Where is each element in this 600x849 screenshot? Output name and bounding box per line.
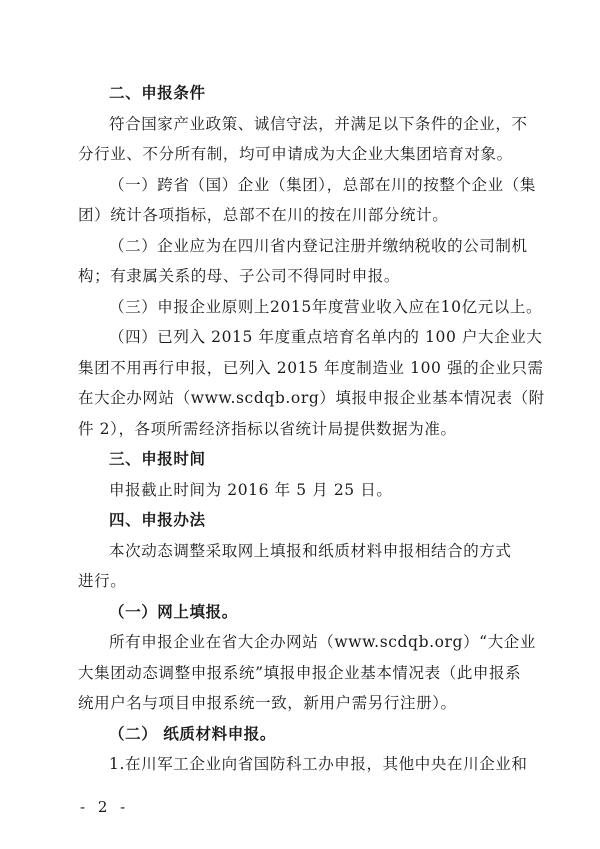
paragraph-line: 构；有隶属关系的母、子公司不得同时申报。 [78, 267, 401, 285]
paragraph-line: （四）已列入 2015 年度重点培育名单内的 100 户大企业大 [109, 328, 543, 346]
paragraph-line: 分行业、不分所有制，均可申请成为大企业大集团培育对象。 [78, 145, 513, 163]
paragraph-line: 进行。 [78, 572, 127, 590]
paragraph-line: 所有申报企业在省大企办网站（www.scdqb.org）“大企业 [109, 633, 537, 651]
paragraph-line: 申报截止时间为 2016 年 5 月 25 日。 [109, 480, 393, 499]
paragraph-line: （二）企业应为在四川省内登记注册并缴纳税收的公司制机 [109, 236, 528, 255]
paragraph-line: 符合国家产业政策、诚信守法，并满足以下条件的企业，不 [109, 114, 528, 133]
section-heading: 四、申报办法 [109, 511, 206, 529]
paragraph-line: 本次动态调整采取网上填报和纸质材料申报相结合的方式 [109, 541, 512, 560]
paragraph-line: 在大企办网站（www.scdqb.org）填报申报企业基本情况表（附 [78, 389, 545, 407]
paragraph-line: 统用户名与项目申报系统一致，新用户需另行注册）。 [78, 694, 457, 712]
paragraph-line: 1.在川军工企业向省国防科工办申报，其他中央在川企业和 [109, 755, 528, 773]
section-heading: 三、申报时间 [109, 450, 206, 468]
section-heading: 二、申报条件 [109, 84, 206, 102]
paragraph-line: （三）申报企业原则上2015年度营业收入应在10亿元以上。 [109, 297, 543, 316]
section-heading: （二） 纸质材料申报。 [109, 723, 276, 743]
section-heading: （一）网上填报。 [109, 601, 238, 621]
paragraph-line: 团）统计各项指标，总部不在川的按在川部分统计。 [78, 206, 449, 224]
paragraph-line: 集团不用再行申报，已列入 2015 年度制造业 100 强的企业只需 [78, 358, 544, 377]
paragraph-line: 件 2），各项所需经济指标以省统计局提供数据为准。 [78, 419, 457, 438]
paragraph-line: 大集团动态调整申报系统”填报申报企业基本情况表（此申报系 [78, 663, 522, 682]
document-body [78, 78, 545, 780]
paragraph-line: （一）跨省（国）企业（集团），总部在川的按整个企业（集 [109, 175, 536, 194]
page-number: - 2 - [80, 798, 130, 816]
